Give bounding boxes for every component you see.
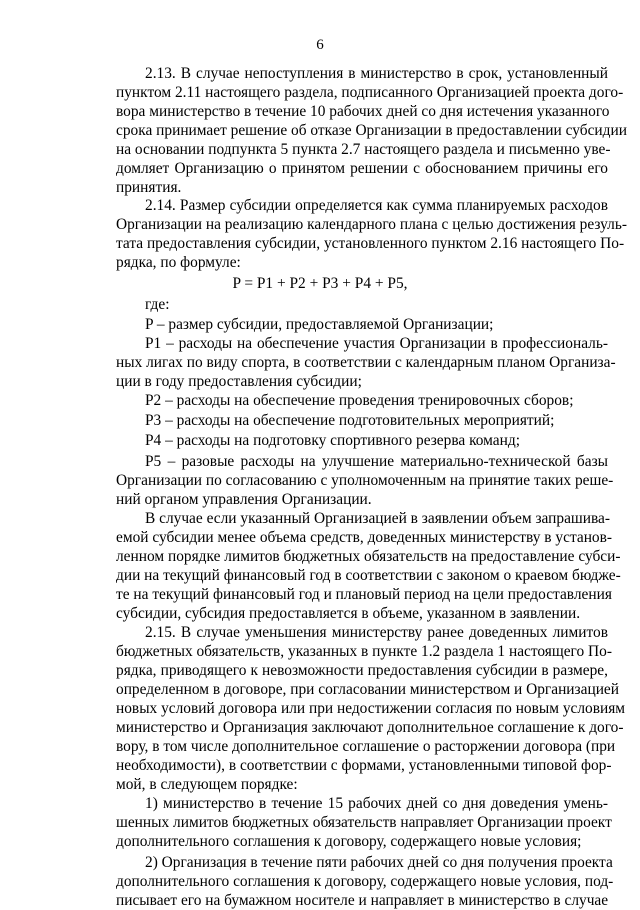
text-line: вору, в том числе дополнительное соглашение о расторжении договора (при (116, 738, 616, 755)
text-line: емой субсидии менее объема средств, доведенных министерству в установ- (116, 529, 613, 546)
text-line: В случае если указанный Организацией в заявлении объем запрашива- (145, 510, 611, 527)
text-line: рядка, приводящего к невозможности предоставления субсидии в размере, (116, 662, 608, 679)
text-line: ленном порядке лимитов бюджетных обязательств на предоставление субси- (116, 548, 621, 565)
text-line: шенных лимитов бюджетных обязательств направляет Организации проект (116, 814, 612, 831)
text-line: министерство и Организация заключают дополнительное соглашение к дого- (116, 719, 624, 736)
text-line: дии на текущий финансовый год в соответствии с законом о краевом бюдже- (116, 567, 621, 584)
text-line: определенном в договоре, при согласовании министерством и Организацией (116, 681, 619, 698)
text-line: P3 – расходы на обеспечение подготовительных мероприятий; (145, 412, 555, 429)
text-line: бюджетных обязательств, указанных в пункте 1.2 раздела 1 настоящего По- (116, 643, 612, 660)
text-line: рядка, по формуле: (116, 254, 241, 271)
text-line: 2) Организация в течение пяти рабочих дней со дня получения проекта (145, 854, 613, 871)
text-line: пунктом 2.11 настоящего раздела, подписанного Организацией проекта дого- (116, 84, 624, 101)
page-number: 6 (316, 37, 324, 53)
text-line: P1 – расходы на обеспечение участия Организации в профессиональ- (145, 335, 608, 352)
text-line: домляет Организацию о принятом решении с обоснованием причины его (116, 160, 608, 177)
text-line: на основании подпункта 5 пункта 2.7 настоящего раздела и письменно уве- (116, 141, 611, 158)
text-line: P4 – расходы на подготовку спортивного резерва команд; (145, 432, 520, 449)
text-line: 2.13. В случае непоступления в министерство в срок, установленный (145, 65, 608, 82)
text-line: принятия. (116, 179, 182, 196)
text-line: срока принимает решение об отказе Организации в предоставлении субсидии (116, 122, 627, 139)
text-line: P = P1 + P2 + P3 + P4 + P5, (232, 275, 408, 292)
text-line: где: (145, 296, 170, 313)
text-line: мой, в следующем порядке: (116, 776, 298, 793)
text-line: необходимости), в соответствии с формами, установленными типовой фор- (116, 757, 612, 774)
text-line: вора министерство в течение 10 рабочих дней со дня истечения указанного (116, 103, 610, 120)
text-line: Организации на реализацию календарного плана с целью достижения резуль- (116, 216, 627, 233)
text-line: P2 – расходы на обеспечение проведения тренировочных сборов; (145, 392, 574, 409)
text-line: тата предоставления субсидии, установленного пунктом 2.16 настоящего По- (116, 235, 625, 252)
text-line: новых условий договора или при недостижении согласия по новым условиям (116, 700, 626, 717)
text-line: Организации по согласованию с уполномоченным на принятие таких реше- (116, 472, 614, 489)
text-line: субсидии, субсидия предоставляется в объеме, указанном в заявлении. (116, 605, 581, 622)
text-line: ции в году предоставления субсидии; (116, 373, 362, 390)
text-line: те на текущий финансовый год и плановый период на цели предоставления (116, 586, 612, 603)
text-line: писывает его на бумажном носителе и направляет в министерство в случае (116, 892, 609, 909)
text-line: 2.15. В случае уменьшения министерству ранее доведенных лимитов (145, 624, 608, 641)
text-line: 2.14. Размер субсидии определяется как сумма планируемых расходов (145, 197, 608, 214)
text-line: ных лигах по виду спорта, в соответствии с календарным планом Организа- (116, 354, 616, 371)
text-line: 1) министерство в течение 15 рабочих дней со дня доведения умень- (145, 795, 608, 812)
text-line: P – размер субсидии, предоставляемой Организации; (145, 316, 494, 333)
text-line: ний органом управления Организации. (116, 491, 372, 508)
text-line: дополнительного соглашения к договору, содержащего новые условия, под- (116, 873, 614, 890)
text-line: дополнительного соглашения к договору, содержащего новые условия; (116, 833, 582, 850)
text-line: P5 – разовые расходы на улучшение материально-технической базы (145, 453, 608, 470)
